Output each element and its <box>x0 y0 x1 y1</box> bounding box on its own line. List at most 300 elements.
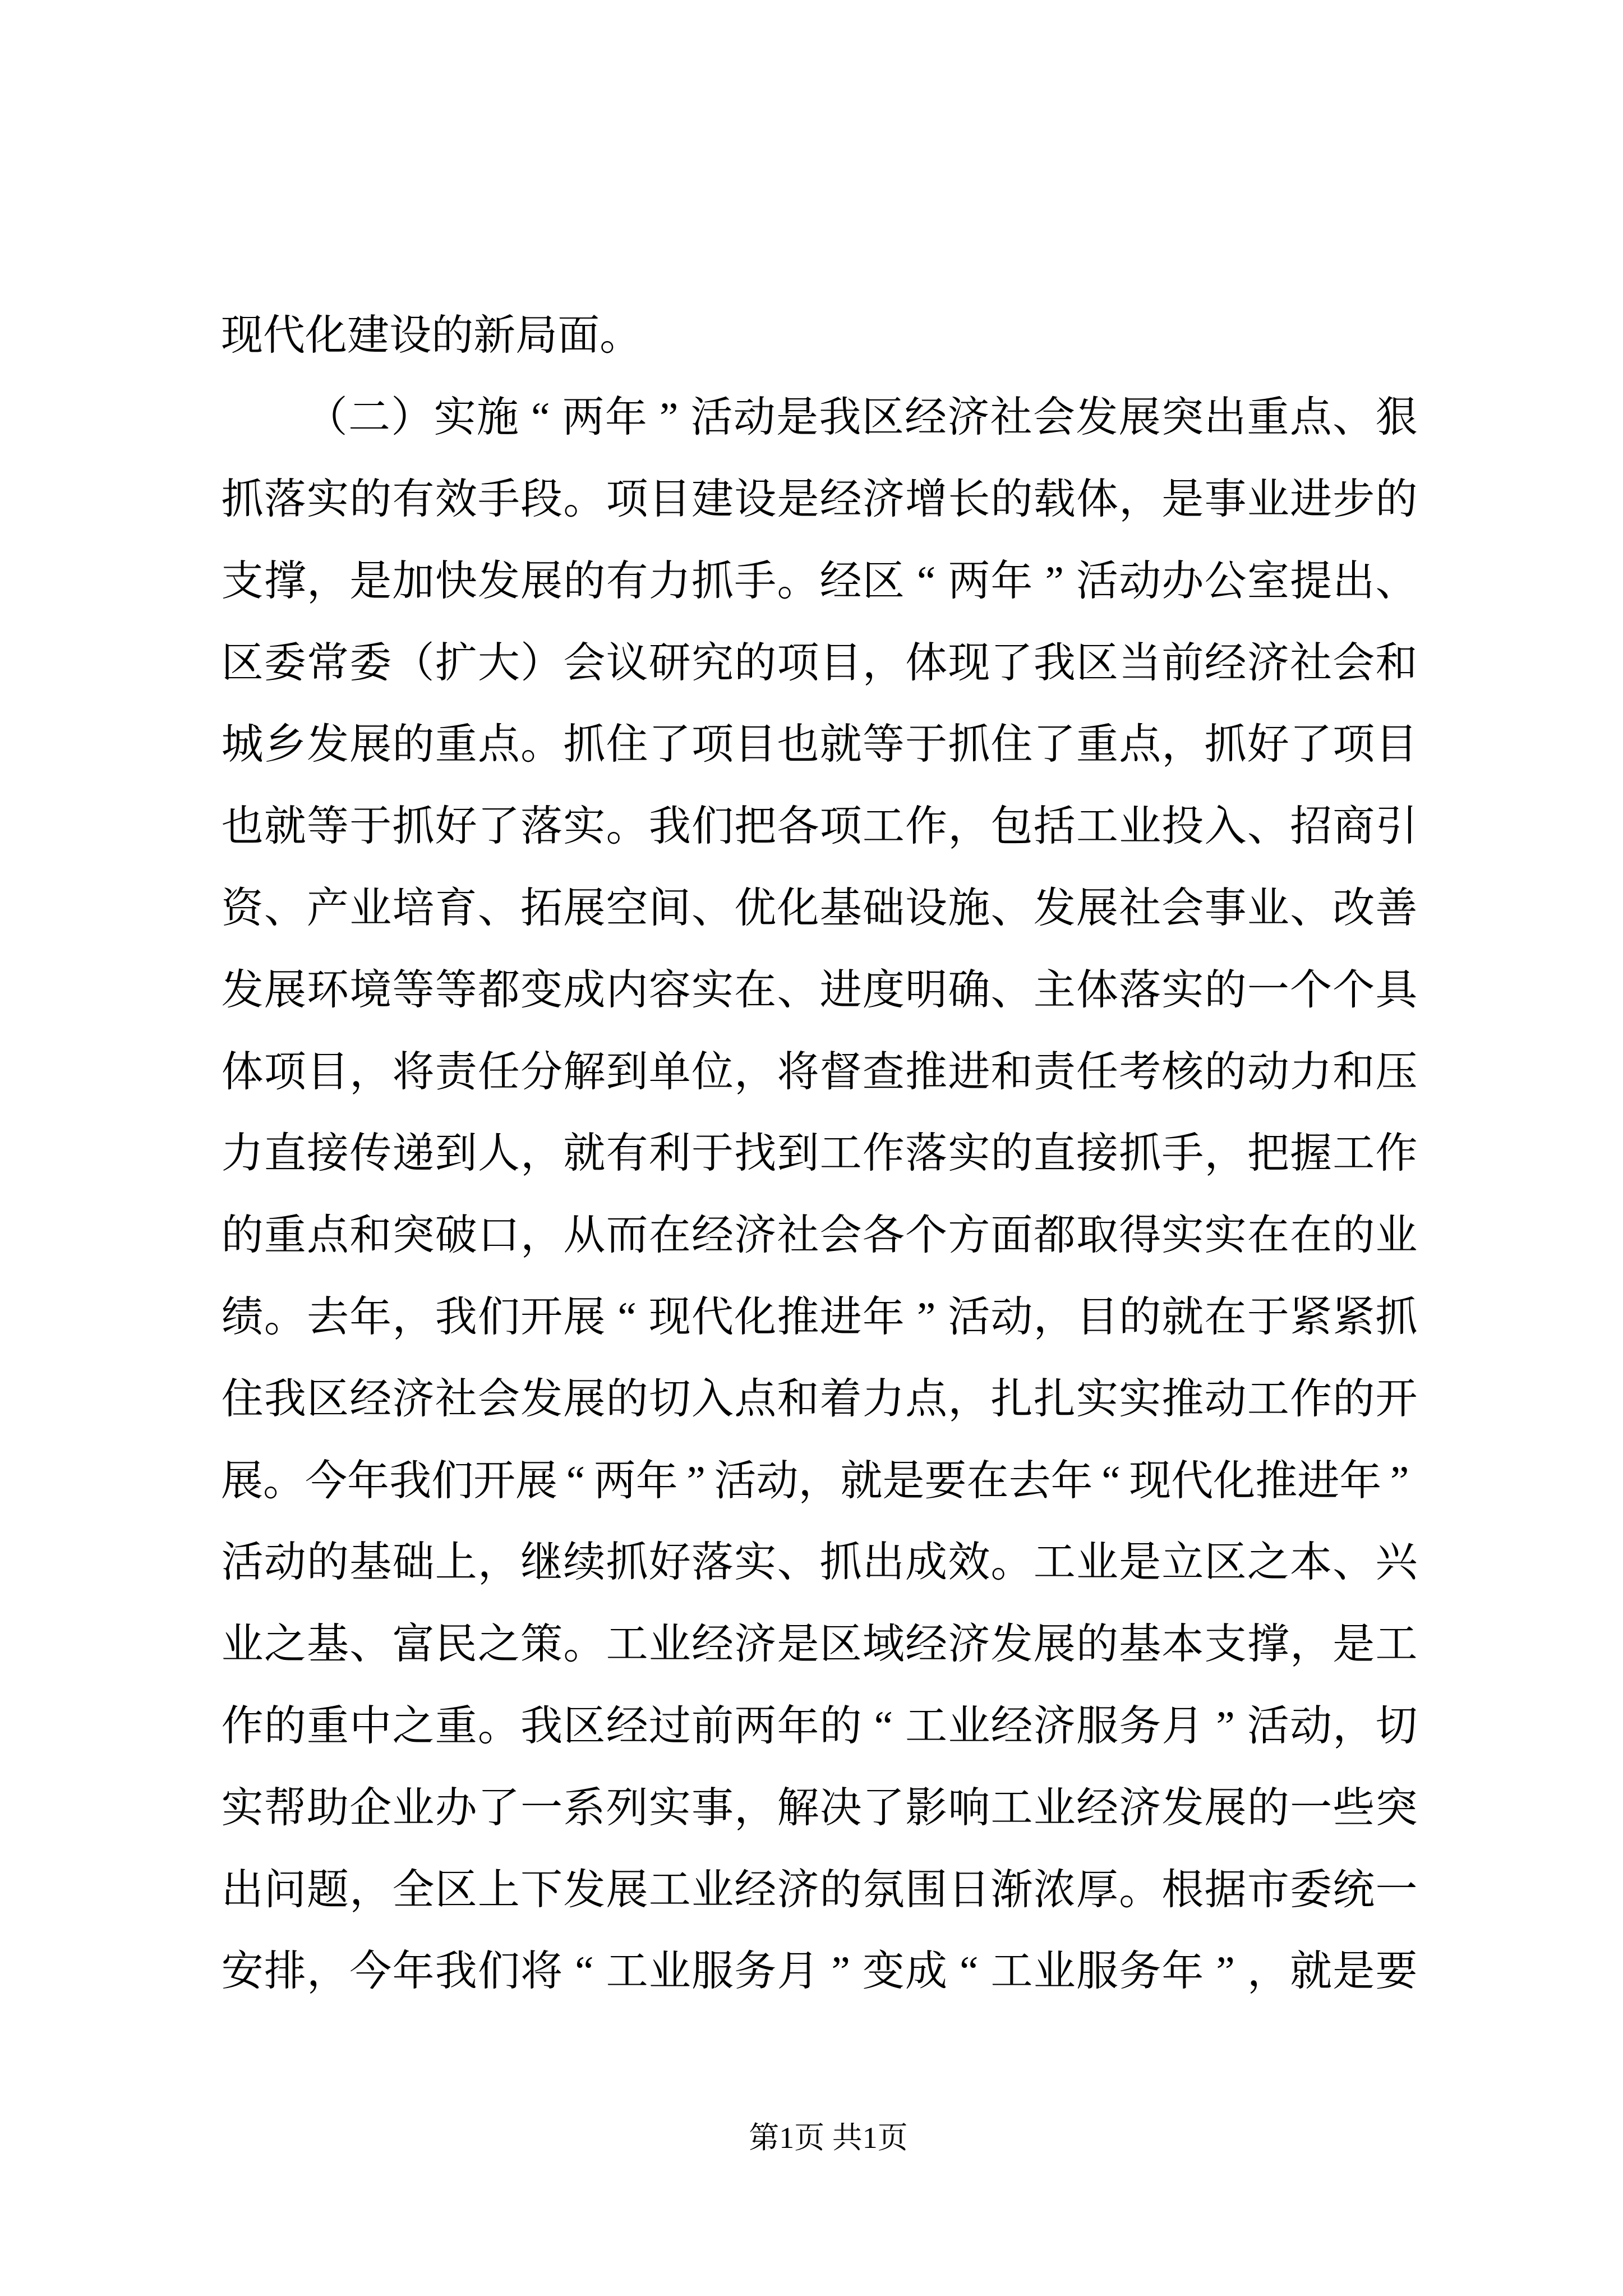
character: 有 <box>606 1130 648 1177</box>
character: 去 <box>307 1294 349 1341</box>
character: 年 <box>1050 1457 1093 1504</box>
character: 年 <box>349 1294 392 1341</box>
text-line <box>221 1113 1418 1195</box>
character: 动 <box>756 1457 799 1504</box>
character: 的 <box>990 476 1033 523</box>
character: 的 <box>221 1212 264 1259</box>
character: 业 <box>349 885 392 932</box>
character: 解 <box>563 1048 606 1096</box>
character: 了 <box>477 1784 520 1832</box>
character: 压 <box>1375 1048 1418 1096</box>
character: 工 <box>606 1948 648 1995</box>
character: 的 <box>819 1703 862 1750</box>
character: 实 <box>1076 1375 1118 1423</box>
character: 的 <box>1332 1375 1375 1423</box>
character: 括 <box>1033 803 1076 850</box>
character: 经 <box>905 1621 948 1668</box>
character: 体 <box>1076 967 1118 1014</box>
character: 推 <box>905 1048 948 1096</box>
character: 区 <box>307 1375 349 1423</box>
character: 抓 <box>691 558 734 605</box>
character: 经 <box>349 1375 392 1423</box>
character: 化 <box>1213 1457 1256 1504</box>
character: 作 <box>862 1130 905 1177</box>
character: 面 <box>990 1212 1033 1259</box>
character: ， <box>734 1048 777 1096</box>
character: 实 <box>734 1539 777 1586</box>
character: 项 <box>606 476 648 523</box>
character: 。 <box>563 476 606 523</box>
character: 了 <box>477 803 520 850</box>
character: 项 <box>691 721 734 769</box>
character: 决 <box>819 1784 862 1832</box>
character: ， <box>948 1375 990 1423</box>
character: 个 <box>1332 967 1375 1014</box>
character: 住 <box>606 721 648 769</box>
character: 发 <box>563 1866 606 1913</box>
character: ， <box>1033 1294 1076 1341</box>
character: 业 <box>648 1621 691 1668</box>
character: 。 <box>520 721 563 769</box>
character: 好 <box>435 803 477 850</box>
character: 作 <box>905 803 948 850</box>
character: 会 <box>1032 394 1075 441</box>
character: 业 <box>1247 476 1289 523</box>
character: 实 <box>1161 967 1204 1014</box>
character: 一 <box>1290 1784 1332 1832</box>
character: ， <box>392 1294 435 1341</box>
character: 抓 <box>948 721 990 769</box>
character: 的 <box>1375 476 1418 523</box>
character: ， <box>1290 1621 1332 1668</box>
character: 于 <box>1247 1294 1289 1341</box>
character: 的 <box>606 1375 648 1423</box>
character: 目 <box>648 476 691 523</box>
character: 建 <box>347 312 390 360</box>
character: 等 <box>307 803 349 850</box>
character: 发 <box>1161 1784 1204 1832</box>
character: 施 <box>476 394 519 441</box>
character: 推 <box>1255 1457 1298 1504</box>
character: 基 <box>1119 1621 1161 1668</box>
character: 到 <box>435 1130 477 1177</box>
character: 是 <box>776 394 819 441</box>
character: 新 <box>473 312 516 360</box>
character: 扎 <box>990 1375 1033 1423</box>
character: 入 <box>691 1375 734 1423</box>
character: 局 <box>515 312 558 360</box>
character: 展 <box>563 885 606 932</box>
character: 事 <box>1204 476 1247 523</box>
character: 区 <box>435 1866 477 1913</box>
character: 设 <box>905 885 948 932</box>
character: 开 <box>1375 1375 1418 1423</box>
character: 活 <box>1076 558 1118 605</box>
character: 要 <box>924 1457 967 1504</box>
character: 善 <box>1375 885 1418 932</box>
character: 民 <box>435 1621 477 1668</box>
character: 好 <box>648 1539 691 1586</box>
character: 紧 <box>1290 1294 1332 1341</box>
character: 础 <box>392 1539 435 1586</box>
character: 狠 <box>1375 394 1418 441</box>
character: 活 <box>690 394 733 441</box>
character: 年 <box>605 394 647 441</box>
character: 和 <box>990 1048 1033 1096</box>
character: 我 <box>264 1375 306 1423</box>
character: 之 <box>392 1703 435 1750</box>
text-line <box>221 1849 1418 1931</box>
character: 。 <box>264 1294 306 1341</box>
character: 、 <box>990 967 1033 1014</box>
character: 落 <box>905 1130 948 1177</box>
character: 会 <box>1332 639 1375 687</box>
character: 工 <box>1247 1375 1289 1423</box>
character: （ <box>392 639 435 687</box>
character: 在 <box>648 1212 691 1259</box>
character: ” <box>831 1948 850 1995</box>
character: 项 <box>264 1048 306 1096</box>
character: 月 <box>777 1948 819 1995</box>
character: ， <box>1119 476 1161 523</box>
character: 社 <box>777 1212 819 1259</box>
character: 发 <box>990 1621 1033 1668</box>
character: 今 <box>349 1948 392 1995</box>
character: 过 <box>648 1703 691 1750</box>
character: 是 <box>777 476 819 523</box>
character: 接 <box>307 1130 349 1177</box>
character: 一 <box>1247 967 1289 1014</box>
character: 一 <box>1375 1866 1418 1913</box>
character: 继 <box>520 1539 563 1586</box>
character: 就 <box>264 803 306 850</box>
character: 等 <box>862 721 905 769</box>
character: 等 <box>435 967 477 1014</box>
character: 上 <box>435 1539 477 1586</box>
character: 围 <box>905 1866 948 1913</box>
character: 落 <box>264 476 306 523</box>
character: 就 <box>563 1130 606 1177</box>
character: 兴 <box>1375 1539 1418 1586</box>
character: 项 <box>777 639 819 687</box>
character: 核 <box>1161 1048 1204 1096</box>
character: 业 <box>392 1784 435 1832</box>
character: 段 <box>520 476 563 523</box>
character: 步 <box>1332 476 1375 523</box>
character: 发 <box>1033 885 1076 932</box>
character: 开 <box>473 1457 516 1504</box>
character: 目 <box>307 1048 349 1096</box>
character: 、 <box>349 1621 392 1668</box>
character: 扩 <box>435 639 477 687</box>
character: 面 <box>557 312 600 360</box>
character: 一 <box>520 1784 563 1832</box>
character: 都 <box>1033 1212 1076 1259</box>
character: “ <box>874 1703 893 1750</box>
character: 任 <box>1076 1048 1118 1096</box>
character: 进 <box>819 1294 862 1341</box>
character: 切 <box>648 1375 691 1423</box>
character: 化 <box>734 1294 777 1341</box>
character: 年 <box>347 1457 390 1504</box>
text-line <box>221 295 1418 377</box>
character: 突 <box>1375 1784 1418 1832</box>
character: 支 <box>221 558 264 605</box>
character: 等 <box>392 967 435 1014</box>
character: 展 <box>515 1457 558 1504</box>
character: 工 <box>1076 803 1118 850</box>
character: 在 <box>1247 1212 1289 1259</box>
character: 氛 <box>862 1866 905 1913</box>
character: ” <box>1390 1457 1409 1504</box>
character: 济 <box>1033 1703 1076 1750</box>
character: ， <box>349 1048 392 1096</box>
character: 常 <box>307 639 349 687</box>
character: 研 <box>648 639 691 687</box>
character: 有 <box>392 476 435 523</box>
character: 业 <box>1247 885 1289 932</box>
character: 、 <box>1247 803 1289 850</box>
text-line <box>221 1031 1418 1113</box>
character: 动 <box>733 394 776 441</box>
character: 各 <box>777 803 819 850</box>
character: 题 <box>307 1866 349 1913</box>
character: 出 <box>1204 394 1247 441</box>
character: 济 <box>777 1866 819 1913</box>
character: 重 <box>264 1212 306 1259</box>
character: 将 <box>520 1948 563 1995</box>
character: 区 <box>819 1621 862 1668</box>
character: 抓 <box>1375 1294 1418 1341</box>
character: ） <box>520 639 563 687</box>
character: 是 <box>882 1457 925 1504</box>
character: 动 <box>1290 1703 1332 1750</box>
character: 入 <box>1204 803 1247 850</box>
character: 了 <box>1290 721 1332 769</box>
character: 经 <box>819 476 862 523</box>
character: 个 <box>905 1212 948 1259</box>
character: 、 <box>264 885 306 932</box>
character: 目 <box>1076 1294 1118 1341</box>
character: 本 <box>1290 1539 1332 1586</box>
character: 今 <box>305 1457 348 1504</box>
character: 企 <box>349 1784 392 1832</box>
character: 。 <box>990 1539 1033 1586</box>
character: 立 <box>1161 1539 1204 1586</box>
character: 招 <box>1290 803 1332 850</box>
character: 实 <box>1119 1375 1161 1423</box>
character: 住 <box>221 1375 264 1423</box>
character: 业 <box>1076 1539 1118 1586</box>
text-line <box>221 459 1418 541</box>
character: 排 <box>264 1948 306 1995</box>
character: 在 <box>966 1457 1009 1504</box>
character: 上 <box>477 1866 520 1913</box>
character: ， <box>477 1539 520 1586</box>
character: 业 <box>1033 1948 1076 1995</box>
character: 快 <box>435 558 477 605</box>
character: 两 <box>593 1457 636 1504</box>
character: 办 <box>1161 558 1204 605</box>
character: 响 <box>948 1784 990 1832</box>
character: ， <box>734 1784 777 1832</box>
character: 二 <box>348 394 390 441</box>
character: 重 <box>1076 721 1118 769</box>
character: 的 <box>431 312 474 360</box>
character: 展 <box>1204 1784 1247 1832</box>
character: ） <box>391 394 434 441</box>
character: 把 <box>1247 1130 1289 1177</box>
character: 抓 <box>819 1539 862 1586</box>
character: 现 <box>948 639 990 687</box>
character: 重 <box>307 1703 349 1750</box>
character: 现 <box>648 1294 691 1341</box>
character: 人 <box>477 1130 520 1177</box>
character: 、 <box>990 885 1033 932</box>
character: ， <box>1247 1948 1289 1995</box>
character: 本 <box>1161 1621 1204 1668</box>
character: ， <box>520 1130 563 1177</box>
character: 目 <box>734 721 777 769</box>
character: 实 <box>648 1784 691 1832</box>
character: 年 <box>990 558 1033 605</box>
character: 支 <box>1204 1621 1247 1668</box>
character: 年 <box>392 1948 435 1995</box>
character: 实 <box>563 803 606 850</box>
character: 基 <box>819 885 862 932</box>
character: 点 <box>307 1212 349 1259</box>
character: 方 <box>948 1212 990 1259</box>
character: 前 <box>691 1703 734 1750</box>
character: 们 <box>477 1948 520 1995</box>
character: 务 <box>1119 1703 1161 1750</box>
character: 事 <box>1204 885 1247 932</box>
character: 紧 <box>1332 1294 1375 1341</box>
character: ” <box>916 1294 936 1341</box>
character: 推 <box>777 1294 819 1341</box>
character: （ <box>305 394 348 441</box>
character: 就 <box>1161 1294 1204 1341</box>
text-line <box>221 1195 1418 1277</box>
character: 在 <box>1290 1212 1332 1259</box>
character: ” <box>686 1457 706 1504</box>
character: 系 <box>563 1784 606 1832</box>
character: 工 <box>819 1130 862 1177</box>
character: 中 <box>349 1703 392 1750</box>
character: 个 <box>1290 967 1332 1014</box>
character: 变 <box>520 967 563 1014</box>
character: 撑 <box>1247 1621 1289 1668</box>
character: 突 <box>1161 394 1204 441</box>
character: 经 <box>734 1866 777 1913</box>
character: 年 <box>862 1294 905 1341</box>
character: 工 <box>606 1621 648 1668</box>
character: ” <box>1216 1948 1235 1995</box>
character: 了 <box>648 721 691 769</box>
character: 都 <box>477 967 520 1014</box>
character: 工 <box>905 1703 948 1750</box>
character: 找 <box>734 1130 777 1177</box>
character: 活 <box>714 1457 757 1504</box>
text-line <box>221 1522 1418 1604</box>
character: 优 <box>734 885 777 932</box>
character: 展 <box>349 721 392 769</box>
character: 社 <box>990 394 1032 441</box>
character: 位 <box>691 1048 734 1096</box>
character: 公 <box>1204 558 1247 605</box>
character: ， <box>862 639 905 687</box>
text-line <box>221 704 1418 786</box>
character: 安 <box>221 1948 264 1995</box>
text-line <box>221 1440 1418 1522</box>
character: 口 <box>477 1212 520 1259</box>
character: 就 <box>840 1457 883 1504</box>
character: 落 <box>520 803 563 850</box>
character: 也 <box>221 803 264 850</box>
text-line <box>221 377 1418 459</box>
character: 动 <box>1204 1375 1247 1423</box>
character: 经 <box>606 1703 648 1750</box>
character: 区 <box>861 394 904 441</box>
character: 主 <box>1033 967 1076 1014</box>
character: 业 <box>648 1948 691 1995</box>
character: 点 <box>477 721 520 769</box>
character: 扎 <box>1033 1375 1076 1423</box>
character: 列 <box>606 1784 648 1832</box>
character: ” <box>1045 558 1064 605</box>
character: 设 <box>734 476 777 523</box>
character: 工 <box>1332 1130 1375 1177</box>
character: 据 <box>1204 1866 1247 1913</box>
character: 区 <box>1204 1539 1247 1586</box>
character: 出 <box>862 1539 905 1586</box>
character: 利 <box>648 1130 691 1177</box>
character: “ <box>575 1948 594 1995</box>
character: 重 <box>435 721 477 769</box>
character: 的 <box>563 558 606 605</box>
character: 取 <box>1076 1212 1118 1259</box>
character: 社 <box>435 1375 477 1423</box>
character: 会 <box>563 639 606 687</box>
character: 作 <box>1290 1375 1332 1423</box>
character: 、 <box>477 885 520 932</box>
character: 会 <box>477 1375 520 1423</box>
character: 我 <box>648 803 691 850</box>
character: 服 <box>691 1948 734 1995</box>
character: 力 <box>221 1130 264 1177</box>
character: 就 <box>1290 1948 1332 1995</box>
character: 策 <box>520 1621 563 1668</box>
character: 成 <box>905 1539 948 1586</box>
character: 之 <box>1247 1539 1289 1586</box>
character: 济 <box>862 476 905 523</box>
character: 抓 <box>392 803 435 850</box>
character: 两 <box>562 394 605 441</box>
character: 力 <box>648 558 691 605</box>
character: 区 <box>221 639 264 687</box>
character: 得 <box>1119 1212 1161 1259</box>
character: 产 <box>307 885 349 932</box>
character: 展 <box>264 967 306 1014</box>
character: 务 <box>1119 1948 1161 1995</box>
character: 和 <box>1375 639 1418 687</box>
text-line <box>221 1604 1418 1686</box>
character: 破 <box>435 1212 477 1259</box>
character: 而 <box>606 1212 648 1259</box>
character: 发 <box>1076 394 1118 441</box>
character: 区 <box>563 1703 606 1750</box>
character: ， <box>520 1212 563 1259</box>
